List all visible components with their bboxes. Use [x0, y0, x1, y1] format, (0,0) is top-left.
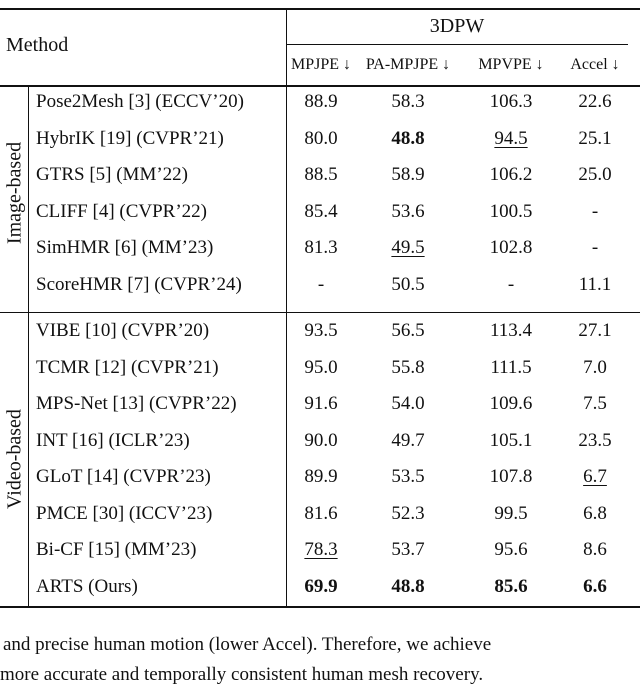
- method-name: VIBE [10] (CVPR’20): [36, 320, 210, 341]
- metric-value: 85.4: [304, 200, 338, 222]
- metric-value: 54.0: [391, 393, 425, 414]
- metric-value: 81.6: [304, 502, 338, 524]
- method-name: HybrIK [19] (CVPR’21): [36, 127, 224, 149]
- method-name: GTRS [5] (MM’22): [36, 164, 188, 185]
- method-name: ARTS (Ours): [36, 575, 138, 597]
- metric-value: 7.0: [583, 356, 607, 378]
- metric-value: 80.0: [304, 127, 338, 149]
- top-rule: [0, 8, 640, 10]
- metric-value: 25.0: [578, 164, 612, 185]
- metric-value: 58.9: [391, 164, 425, 185]
- metric-value: 91.6: [304, 393, 338, 414]
- metric-value: 48.8: [391, 127, 425, 149]
- dataset-rule: [286, 44, 628, 45]
- metric-value: 53.7: [391, 539, 425, 560]
- metric-value: 111.5: [490, 356, 532, 378]
- metric-value: 90.0: [304, 429, 338, 451]
- metric-value: 56.5: [391, 320, 425, 341]
- metric-value: 6.6: [583, 575, 607, 597]
- metric-header-1: PA-MPJPE ↓: [365, 56, 451, 73]
- group-label: Image-based: [3, 142, 26, 245]
- metric-value: 106.3: [489, 91, 533, 112]
- metric-value: -: [591, 200, 599, 222]
- metric-value: -: [507, 273, 515, 295]
- metric-value: 49.7: [391, 429, 425, 451]
- method-name: Pose2Mesh [3] (ECCV’20): [36, 91, 244, 112]
- metric-header-0: MPJPE ↓: [290, 56, 352, 73]
- metric-value: 113.4: [489, 320, 533, 341]
- metric-value: 6.8: [583, 502, 607, 524]
- method-name: MPS-Net [13] (CVPR’22): [36, 393, 237, 414]
- metric-value: 53.6: [391, 200, 425, 222]
- metric-value: -: [591, 237, 599, 258]
- group-label: Video-based: [3, 408, 26, 509]
- metric-value: 105.1: [489, 429, 533, 451]
- metric-value: 8.6: [583, 539, 607, 560]
- metric-value: 95.6: [494, 539, 528, 560]
- metric-value: 106.2: [489, 164, 533, 185]
- metric-value: 27.1: [578, 320, 612, 341]
- metric-value: 55.8: [391, 356, 425, 378]
- method-name: ScoreHMR [7] (CVPR’24): [36, 273, 242, 295]
- metric-value: 25.1: [578, 127, 612, 149]
- method-header: Method: [6, 34, 69, 56]
- metric-value: 49.5: [391, 237, 425, 258]
- metric-value: 95.0: [304, 356, 338, 378]
- metric-value: 58.3: [391, 91, 425, 112]
- metric-value: -: [317, 273, 325, 295]
- metric-value: 50.5: [391, 273, 425, 295]
- metric-value: 6.7: [583, 466, 607, 487]
- metric-value: 85.6: [494, 575, 528, 597]
- metric-value: 7.5: [583, 393, 607, 414]
- metric-value: 69.9: [304, 575, 338, 597]
- method-name: PMCE [30] (ICCV’23): [36, 502, 213, 524]
- metric-value: 88.5: [304, 164, 338, 185]
- metric-value: 52.3: [391, 502, 425, 524]
- metric-value: 99.5: [494, 502, 528, 524]
- metric-value: 89.9: [304, 466, 338, 487]
- method-name: CLIFF [4] (CVPR’22): [36, 200, 208, 222]
- metric-value: 11.1: [578, 273, 612, 295]
- header-rule: [0, 85, 640, 87]
- metric-value: 94.5: [494, 127, 528, 149]
- group-label-divider: [28, 87, 29, 606]
- body-text-line: more accurate and temporally consistent human mesh recovery.: [0, 664, 484, 685]
- metric-value: 88.9: [304, 91, 338, 112]
- metric-value: 22.6: [578, 91, 612, 112]
- metric-value: 100.5: [489, 200, 533, 222]
- metric-header-2: MPVPE ↓: [478, 56, 544, 73]
- method-name: Bi-CF [15] (MM’23): [36, 539, 197, 560]
- metric-value: 48.8: [391, 575, 425, 597]
- metric-value: 109.6: [489, 393, 533, 414]
- metric-value: 102.8: [489, 237, 533, 258]
- method-name: SimHMR [6] (MM’23): [36, 237, 214, 258]
- body-text-line: and precise human motion (lower Accel). Therefore, we achieve: [3, 634, 492, 655]
- metric-value: 81.3: [304, 237, 338, 258]
- metric-value: 78.3: [304, 539, 338, 560]
- method-name: GLoT [14] (CVPR’23): [36, 466, 211, 487]
- metric-header-3: Accel ↓: [570, 56, 620, 73]
- group-separator-rule: [0, 312, 640, 313]
- metric-value: 93.5: [304, 320, 338, 341]
- method-name: TCMR [12] (CVPR’21): [36, 356, 219, 378]
- metric-value: 53.5: [391, 466, 425, 487]
- bottom-rule: [0, 606, 640, 608]
- dataset-header: 3DPW: [429, 15, 485, 37]
- metric-value: 107.8: [489, 466, 533, 487]
- method-name: INT [16] (ICLR’23): [36, 429, 190, 451]
- metric-value: 23.5: [578, 429, 612, 451]
